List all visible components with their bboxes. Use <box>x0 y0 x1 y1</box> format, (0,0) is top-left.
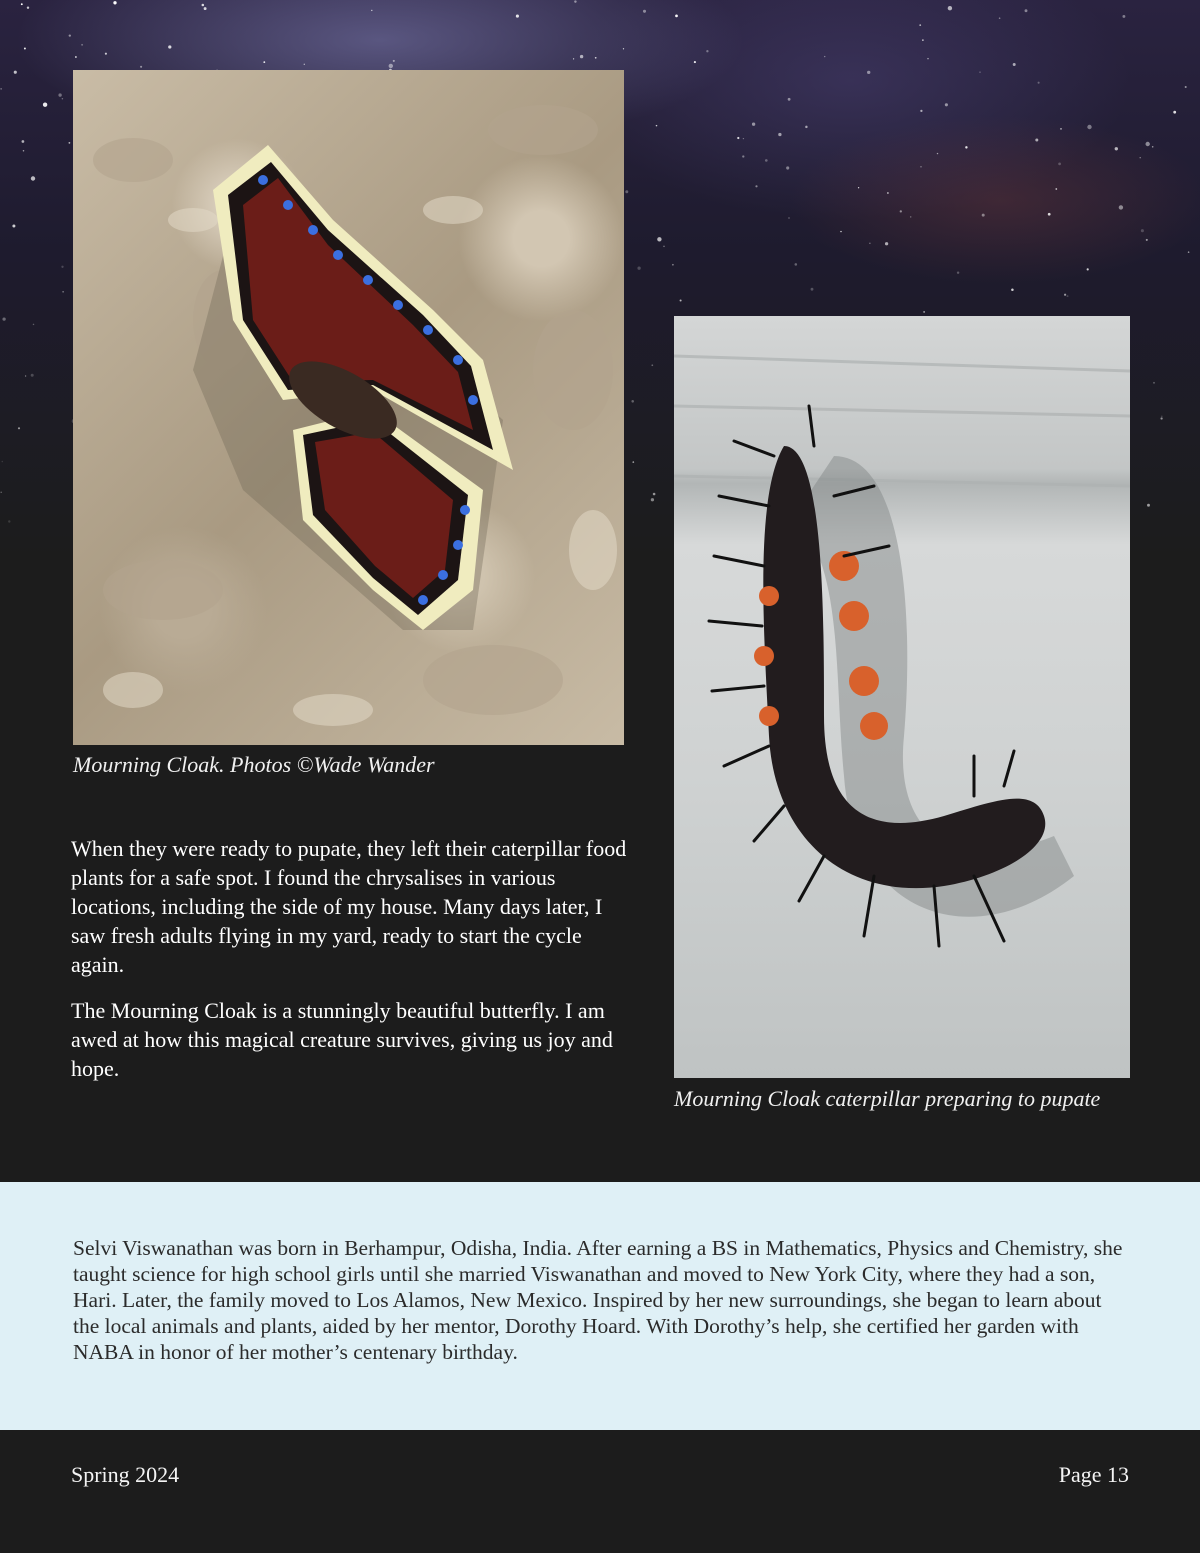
star <box>858 187 859 188</box>
star <box>33 324 35 326</box>
star <box>1188 251 1190 253</box>
star <box>14 71 17 74</box>
star <box>752 123 755 126</box>
star <box>694 61 696 63</box>
star <box>653 493 656 496</box>
star <box>68 142 70 144</box>
star <box>389 64 393 68</box>
star <box>516 15 519 18</box>
star <box>900 210 902 212</box>
star <box>1048 213 1051 216</box>
star <box>393 60 395 62</box>
butterfly-photo-caption: Mourning Cloak. Photos ©Wade Wander <box>73 752 435 777</box>
star <box>887 192 889 194</box>
star <box>637 267 640 270</box>
star <box>304 64 305 65</box>
star <box>632 461 634 463</box>
star <box>140 66 142 68</box>
star <box>765 159 768 162</box>
star <box>937 153 938 154</box>
star <box>919 24 921 26</box>
star <box>788 217 790 219</box>
star <box>651 364 653 366</box>
star <box>595 57 597 59</box>
star <box>69 34 71 36</box>
star <box>31 374 34 377</box>
star <box>869 243 870 244</box>
star <box>12 225 15 228</box>
caterpillar-photo-caption: Mourning Cloak caterpillar preparing to pupate <box>674 1086 1101 1111</box>
star <box>1160 417 1162 419</box>
star <box>788 98 791 101</box>
star <box>1139 157 1140 158</box>
star <box>43 103 47 107</box>
star <box>1055 188 1057 190</box>
star <box>1161 415 1163 417</box>
star <box>675 15 678 18</box>
star <box>706 50 708 52</box>
star <box>824 56 825 57</box>
star <box>204 7 207 10</box>
star <box>672 264 674 266</box>
star <box>1025 9 1028 12</box>
star <box>867 71 870 74</box>
star <box>371 10 372 11</box>
star <box>982 214 985 217</box>
star <box>2 461 4 463</box>
star <box>965 146 967 148</box>
star <box>24 48 26 50</box>
star <box>643 10 646 13</box>
mourning-cloak-caterpillar-photo <box>674 316 1130 1078</box>
star <box>920 166 922 168</box>
star <box>922 39 923 40</box>
star <box>573 58 574 59</box>
star <box>574 0 576 2</box>
star <box>8 520 10 522</box>
star <box>979 72 980 73</box>
article-paragraph: The Mourning Cloak is a stunningly beautiful butterfly. I am awed at how this magical creature survives, giving us joy and hope. <box>71 998 613 1081</box>
star <box>1064 294 1066 296</box>
star <box>1067 295 1069 297</box>
star <box>1115 147 1118 150</box>
star <box>656 125 658 127</box>
star <box>27 6 29 8</box>
star <box>62 291 64 293</box>
star <box>885 242 888 245</box>
star <box>1060 128 1062 130</box>
star <box>811 288 814 291</box>
star <box>680 299 682 301</box>
star <box>657 237 661 241</box>
star <box>1146 142 1150 146</box>
star <box>61 266 63 268</box>
star <box>651 498 654 501</box>
star <box>580 55 583 58</box>
star <box>62 98 63 99</box>
star <box>999 17 1001 19</box>
article-paragraph: When they were ready to pupate, they left their caterpillar food plants for a safe spot. I found the chrysalises in various locations, including the side of my house. Many days later, I saw fresh adults flying in my yard, ready to start the cycle again. <box>71 836 627 977</box>
star <box>202 4 205 7</box>
star <box>0 492 2 494</box>
star <box>23 150 25 152</box>
star <box>957 271 959 273</box>
star <box>1141 229 1144 232</box>
star <box>920 110 922 112</box>
star <box>1058 163 1061 166</box>
star <box>948 6 952 10</box>
star <box>1152 146 1154 148</box>
mourning-cloak-butterfly-photo <box>73 70 624 745</box>
star <box>1038 82 1040 84</box>
star <box>2 317 5 320</box>
star <box>0 88 1 89</box>
star <box>263 61 265 63</box>
author-bio-text: Selvi Viswanathan was born in Berhampur, Odisha, India. After earning a BS in Mathematics, Physics and Chemistry, she taught science for high school girls until she married Viswanathan and moved to New York City, where they had a son, Hari. Later, the family moved to Los Alamos, New Mexico. Inspired by her new surroundings, she began to learn about the local animals and plants, aided by her mentor, Dorothy Hoard. With Dorothy’s help, she certified her garden with NABA in honor of her mother’s centenary birthday. <box>73 1236 1123 1364</box>
star <box>1173 111 1176 114</box>
star <box>105 53 107 55</box>
star <box>923 311 925 313</box>
star <box>1011 289 1014 292</box>
star <box>1147 504 1150 507</box>
star <box>778 133 781 136</box>
star <box>1153 382 1155 384</box>
star <box>1122 15 1125 18</box>
star <box>631 400 634 403</box>
star <box>1013 63 1016 66</box>
star <box>75 56 77 58</box>
star <box>113 1 116 4</box>
star <box>81 44 83 46</box>
star <box>22 140 25 143</box>
star <box>945 103 948 106</box>
star <box>742 155 744 157</box>
star <box>737 137 739 139</box>
star <box>743 138 744 139</box>
issue-label: Spring 2024 <box>71 1462 180 1487</box>
page-number: Page 13 <box>1058 1462 1129 1487</box>
star <box>1119 205 1123 209</box>
star <box>755 185 757 187</box>
star <box>795 263 798 266</box>
star <box>663 246 664 247</box>
star <box>1087 125 1091 129</box>
star <box>623 48 624 49</box>
star <box>168 45 171 48</box>
star <box>18 427 20 429</box>
star <box>1087 268 1089 270</box>
star <box>786 166 789 169</box>
star <box>805 126 807 128</box>
star <box>1185 86 1187 88</box>
star <box>1146 239 1148 241</box>
star <box>910 216 912 218</box>
star <box>840 231 841 232</box>
star <box>31 176 35 180</box>
star <box>58 93 61 96</box>
star <box>21 3 23 5</box>
star <box>1035 139 1038 142</box>
star <box>25 375 26 376</box>
star <box>927 58 929 60</box>
star <box>625 190 628 193</box>
